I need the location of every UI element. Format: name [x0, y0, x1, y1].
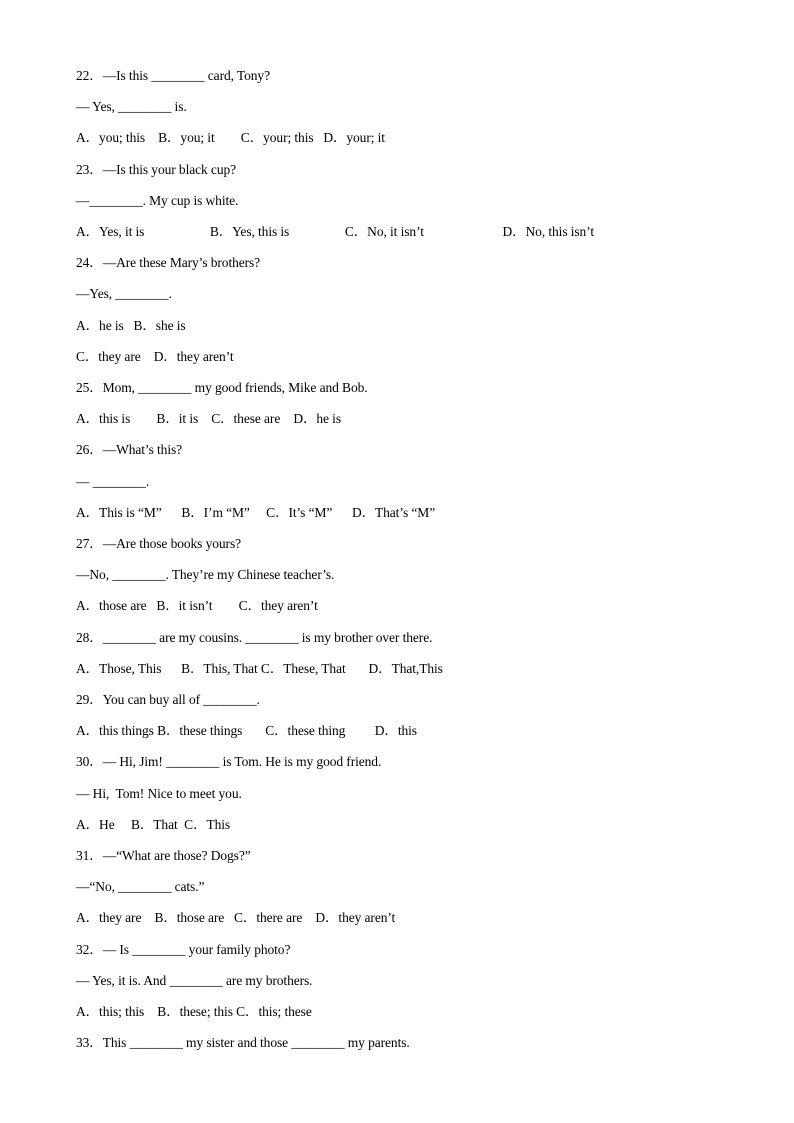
question-stem: 30．— Hi, Jim! ________ is Tom. He is my good friend. [76, 754, 382, 769]
question-stem: 25．Mom, ________ my good friends, Mike and Bob. [76, 380, 368, 395]
answer-options: A．Yes, it is B．Yes, this is C．No, it isn’t D．No, this isn’t [76, 224, 595, 239]
question-stem: 33．This ________ my sister and those ________ my parents. [76, 1035, 410, 1050]
question-stem: 23．—Is this your black cup? [76, 162, 237, 177]
answer-options: A．This is “M” B．I’m “M” C．It’s “M” D．That’s “M” [76, 505, 436, 520]
answer-options: A．Those, This B．This, That C．These, That D．That,This [76, 661, 443, 676]
question-reply: — Hi, Tom! Nice to meet you. [76, 786, 242, 801]
answer-options: A．He B．That C．This [76, 817, 231, 832]
question-stem: 31．—“What are those? Dogs?” [76, 848, 251, 863]
question-stem: 22．—Is this ________ card, Tony? [76, 68, 270, 83]
answer-options: A．those are B．it isn’t C．they aren’t [76, 598, 318, 613]
question-stem: 26．—What’s this? [76, 442, 183, 457]
question-reply: —Yes, ________. [76, 286, 172, 301]
answer-options: A．you; this B．you; it C．your; this D．your; it [76, 130, 385, 145]
question-reply: —“No, ________ cats.” [76, 879, 205, 894]
question-reply: — ________. [76, 474, 150, 489]
answer-options: A．they are B．those are C．there are D．they aren’t [76, 910, 396, 925]
answer-options: A．this is B．it is C．these are D．he is [76, 411, 341, 426]
answer-options: A．this things B．these things C．these thing D．this [76, 723, 417, 738]
question-reply: —________. My cup is white. [76, 193, 239, 208]
question-reply: —No, ________. They’re my Chinese teacher’s. [76, 567, 335, 582]
question-reply: — Yes, ________ is. [76, 99, 187, 114]
answer-options: A．he is B．she is [76, 318, 186, 333]
answer-options: A．this; this B．these; this C．this; these [76, 1004, 312, 1019]
question-stem: 28．________ are my cousins. ________ is my brother over there. [76, 630, 433, 645]
question-reply: — Yes, it is. And ________ are my brothers. [76, 973, 313, 988]
question-stem: 29．You can buy all of ________. [76, 692, 260, 707]
question-stem: 27．—Are those books yours? [76, 536, 242, 551]
answer-options: C．they are D．they aren’t [76, 349, 234, 364]
question-stem: 32．— Is ________ your family photo? [76, 942, 291, 957]
question-stem: 24．—Are these Mary’s brothers? [76, 255, 261, 270]
